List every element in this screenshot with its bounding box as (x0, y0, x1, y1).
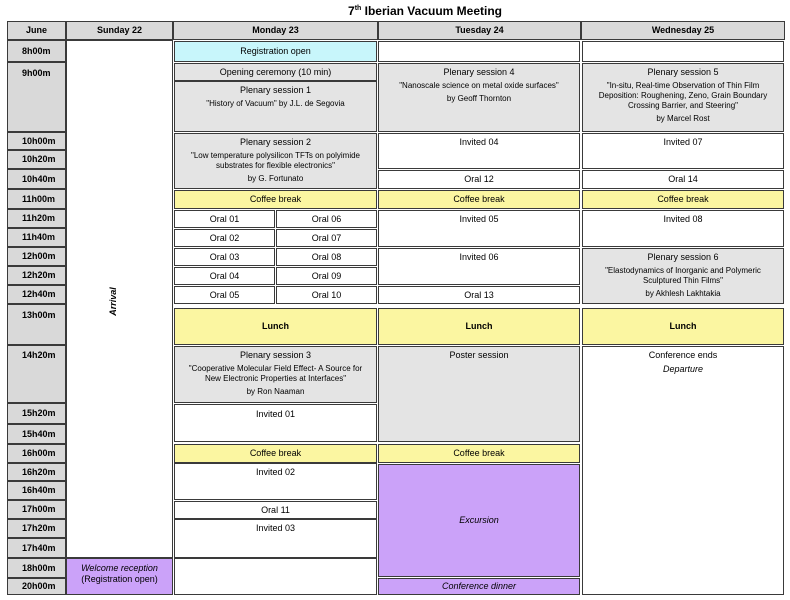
time-slot: 16h20m (7, 463, 66, 481)
lunch: Lunch (582, 308, 784, 345)
time-slot: 17h40m (7, 538, 66, 558)
time-slot: 18h00m (7, 558, 66, 578)
time-slot: 10h00m (7, 132, 66, 150)
oral-slot: Oral 11 (174, 501, 377, 519)
empty-slot (582, 41, 784, 62)
plenary-session-2: Plenary session 2 "Low temperature polysilicon TFTs on polyimide substrates for flexible electronics" by G. Fortunato (174, 133, 377, 189)
invited-slot: Invited 06 (378, 248, 580, 285)
oral-slot: Oral 14 (582, 170, 784, 189)
departure-label: Departure (662, 364, 704, 374)
time-slot: 16h40m (7, 481, 66, 500)
poster-session: Poster session (378, 346, 580, 442)
conference-ends: Conference ends Departure (582, 346, 784, 595)
time-slot: 8h00m (7, 40, 66, 62)
lunch: Lunch (378, 308, 580, 345)
oral-slot: Oral 02 (174, 229, 275, 247)
time-slot: 16h00m (7, 444, 66, 463)
time-slot: 17h20m (7, 519, 66, 538)
oral-slot: Oral 07 (276, 229, 377, 247)
oral-slot: Oral 01 (174, 210, 275, 228)
time-slot: 10h20m (7, 150, 66, 169)
time-slot: 10h40m (7, 169, 66, 189)
time-slot: 13h00m (7, 304, 66, 345)
coffee-break: Coffee break (174, 190, 377, 209)
plenary-session-4: Plenary session 4 "Nanoscale science on metal oxide surfaces" by Geoff Thornton (378, 63, 580, 132)
time-slot: 17h00m (7, 500, 66, 519)
header-wednesday: Wednesday 25 (581, 21, 785, 40)
invited-slot: Invited 05 (378, 210, 580, 247)
oral-slot: Oral 10 (276, 286, 377, 304)
invited-slot: Invited 03 (174, 519, 377, 558)
header-june: June (7, 21, 66, 40)
empty-slot (378, 41, 580, 62)
oral-slot: Oral 13 (378, 286, 580, 304)
time-slot: 12h00m (7, 247, 66, 266)
invited-slot: Invited 04 (378, 133, 580, 169)
arrival-label: Arrival (107, 287, 118, 316)
registration-open: Registration open (174, 41, 377, 62)
oral-slot: Oral 12 (378, 170, 580, 189)
time-slot: 15h40m (7, 424, 66, 444)
page-title: 7th Iberian Vacuum Meeting (348, 4, 502, 18)
invited-slot: Invited 08 (582, 210, 784, 247)
oral-slot: Oral 09 (276, 267, 377, 285)
header-tuesday: Tuesday 24 (378, 21, 581, 40)
time-slot: 14h20m (7, 345, 66, 403)
invited-slot: Invited 01 (174, 404, 377, 442)
time-slot: 15h20m (7, 403, 66, 424)
header-sunday: Sunday 22 (66, 21, 173, 40)
time-slot: 20h00m (7, 578, 66, 595)
conference-dinner: Conference dinner (378, 578, 580, 595)
header-monday: Monday 23 (173, 21, 378, 40)
excursion: Excursion (378, 464, 580, 577)
oral-slot: Oral 05 (174, 286, 275, 304)
coffee-break: Coffee break (378, 444, 580, 463)
time-slot: 9h00m (7, 62, 66, 132)
time-slot: 11h00m (7, 189, 66, 209)
plenary-session-6: Plenary session 6 "Elastodynamics of Inorganic and Polymeric Sculptured Thin Films" by Akhlesh Lakhtakia (582, 248, 784, 304)
time-slot: 11h40m (7, 228, 66, 247)
time-slot: 11h20m (7, 209, 66, 228)
plenary-session-5: Plenary session 5 "In-situ, Real-time Observation of Thin Film Deposition: Roughening, Zeno, Grain Boundary Crossing Barrier, and Steering" by Marcel Rost (582, 63, 784, 132)
empty-slot (174, 558, 377, 595)
coffee-break: Coffee break (378, 190, 580, 209)
oral-slot: Oral 06 (276, 210, 377, 228)
time-slot: 12h20m (7, 266, 66, 285)
invited-slot: Invited 07 (582, 133, 784, 169)
opening-ceremony: Opening ceremony (10 min) (174, 63, 377, 81)
sunday-arrival (66, 40, 173, 558)
coffee-break: Coffee break (582, 190, 784, 209)
coffee-break: Coffee break (174, 444, 377, 463)
oral-slot: Oral 04 (174, 267, 275, 285)
lunch: Lunch (174, 308, 377, 345)
plenary-session-1: Plenary session 1 "History of Vacuum" by J.L. de Segovia (174, 81, 377, 132)
plenary-session-3: Plenary session 3 "Cooperative Molecular Field Effect- A Source for New Electronic Properties at Interfaces" by Ron Naaman (174, 346, 377, 403)
oral-slot: Oral 08 (276, 248, 377, 266)
oral-slot: Oral 03 (174, 248, 275, 266)
invited-slot: Invited 02 (174, 463, 377, 500)
welcome-reception: Welcome reception (Registration open) (66, 558, 173, 595)
time-slot: 12h40m (7, 285, 66, 304)
